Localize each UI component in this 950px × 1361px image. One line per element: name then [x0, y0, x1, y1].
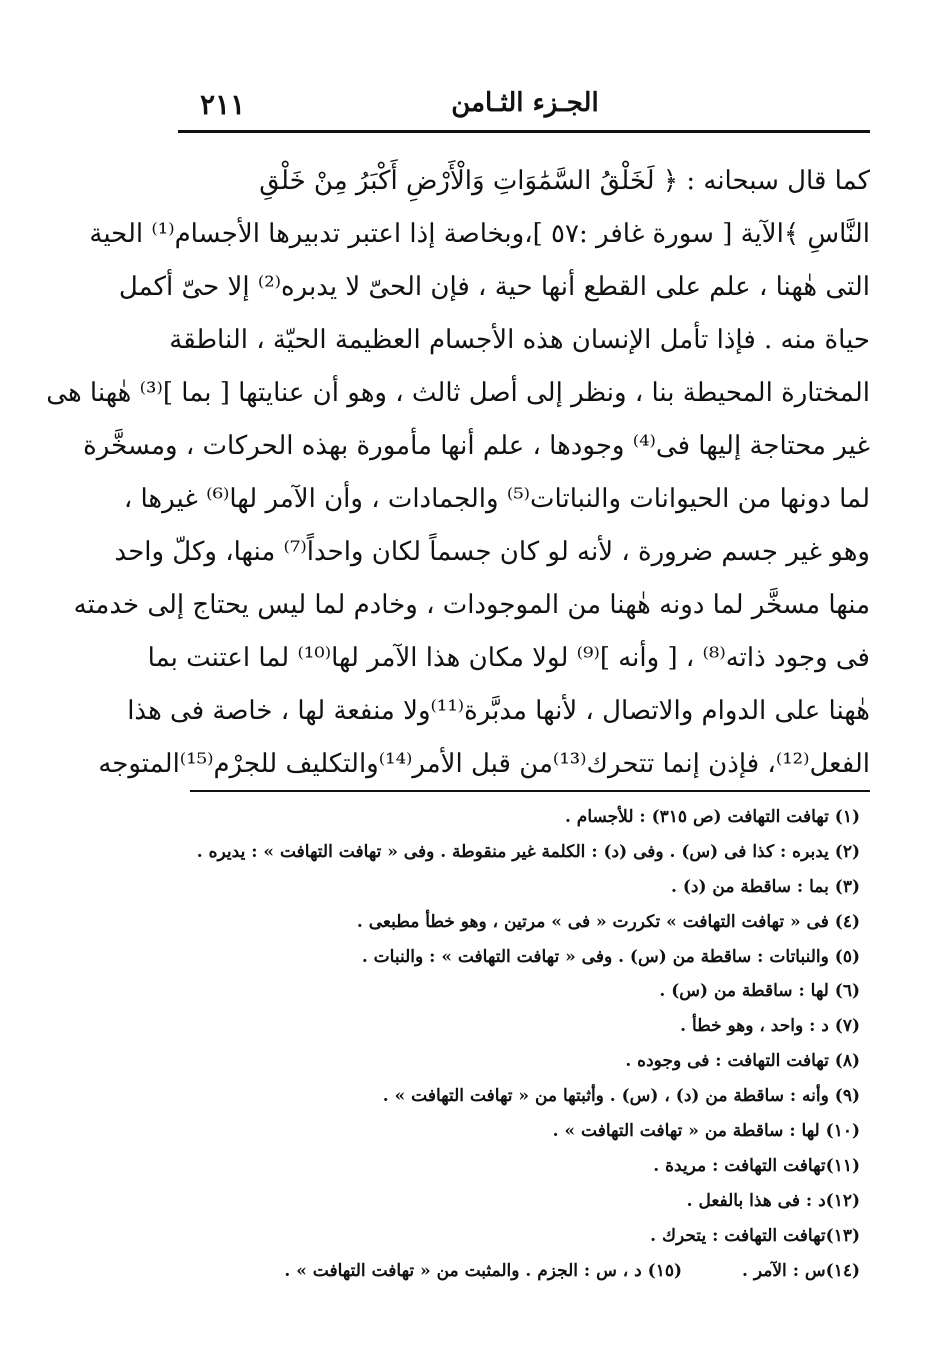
text-line: كما قال سبحانه : ﴿ لَخَلْقُ السَّمَٰوَاتِ وَالْأَرْضِ أَكْبَرُ مِنْ خَلْقِ [259, 166, 870, 196]
footnote: (١١)تهافت التهافت : مريدة . [653, 1155, 860, 1176]
footnote: (١٠) لها : ساقطة من « تهافت التهافت » . [552, 1121, 860, 1142]
text-line: النَّاسِ ﴾الآية [ سورة غافر :٥٧ ]،وبخاصة إذا اعتبر تدبيرها الأجسام⁽¹⁾ الحية [89, 219, 870, 249]
text-line: منها مسخَّر لما دونه هٰهنا من الموجودات ، وخادم لما ليس يحتاج إلى خدمته [73, 590, 870, 620]
footnotes [190, 800, 860, 1288]
text-line: هٰهنا على الدوام والاتصال ، لأنها مدبَّرة⁽¹¹⁾ولا منفعة لها ، خاصة فى هذا [127, 696, 870, 726]
footnote-pair [190, 1254, 860, 1289]
footnote: (١٣)تهافت التهافت : يتحرك . [650, 1225, 860, 1246]
text-line: التى هٰهنا ، علم على القطع أنها حية ، فإن الحىّ لا يدبره⁽²⁾ إلا حىّ أكمل [118, 272, 870, 302]
footnote: (١٢)د : فى هذا بالفعل . [686, 1190, 860, 1211]
text-line: لما دونها من الحيوانات والنباتات⁽⁵⁾ والجمادات ، وأن الآمر لها⁽⁶⁾ غيرها ، [123, 484, 870, 514]
header-rule [178, 130, 870, 133]
page-header [180, 86, 870, 126]
footnote: (٣) بما : ساقطة من (د) . [671, 876, 860, 897]
running-head: الجـزء الثـامن [451, 88, 599, 118]
footnote: (١٤)س : الآمر . [742, 1260, 860, 1281]
footnote: (٧) د : واحد ، وهو خطأ . [680, 1016, 860, 1037]
text-line: غير محتاجة إليها فى⁽⁴⁾ وجودها ، علم أنها مأمورة بهذه الحركات ، ومسخَّرة [83, 431, 870, 461]
main-text [46, 155, 870, 791]
footnote-rule [190, 790, 870, 792]
text-line: الفعل⁽¹²⁾، فإذن إنما تتحرك⁽¹³⁾من قبل الأمر⁽¹⁴⁾والتكليف للجرْم⁽¹⁵⁾المتوجه [98, 749, 870, 779]
footnote: (٨) تهافت التهافت : فى وجوده . [625, 1051, 860, 1072]
footnote: (٦) لها : ساقطة من (س) . [659, 981, 860, 1002]
footnote: (١) تهافت التهافت (ص ٣١٥) : للأجسام . [564, 807, 860, 827]
page-number: ٢١١ [200, 88, 246, 121]
text-line: فى وجود ذاته⁽⁸⁾ ، [ وأنه ]⁽⁹⁾ لولا مكان هذا الآمر لها⁽¹⁰⁾ لما اعتنت بما [147, 643, 870, 673]
footnote: (١٥) د ، س : الجزم . والمثبت من « تهافت التهافت » . [284, 1260, 683, 1281]
text-line: وهو غير جسم ضرورة ، لأنه لو كان جسماً لكان واحداً⁽⁷⁾ منها، وكلّ واحد [114, 537, 870, 567]
footnote: (٤) فى « تهافت التهافت » تكررت « فى » مرتين ، وهو خطأ مطبعى . [356, 911, 860, 932]
footnote: (٩) وأنه : ساقطة من (د) ، (س) . وأثبتها من « تهافت التهافت » . [382, 1086, 860, 1107]
text-line: المختارة المحيطة بنا ، ونظر إلى أصل ثالث ، وهو أن عنايتها [ بما ]⁽³⁾ هٰهنا هى [46, 378, 870, 408]
text-line: حياة منه . فإذا تأمل الإنسان هذه الأجسام العظيمة الحيّة ، الناطقة [169, 325, 870, 355]
footnote: (٢) يدبره : كذا فى (س) . وفى (د) : الكلمة غير منقوطة . وفى « تهافت التهافت » : يديره . [196, 841, 860, 862]
footnote: (٥) والنباتات : ساقطة من (س) . وفى « تهافت التهافت » : والنبات . [361, 946, 860, 967]
